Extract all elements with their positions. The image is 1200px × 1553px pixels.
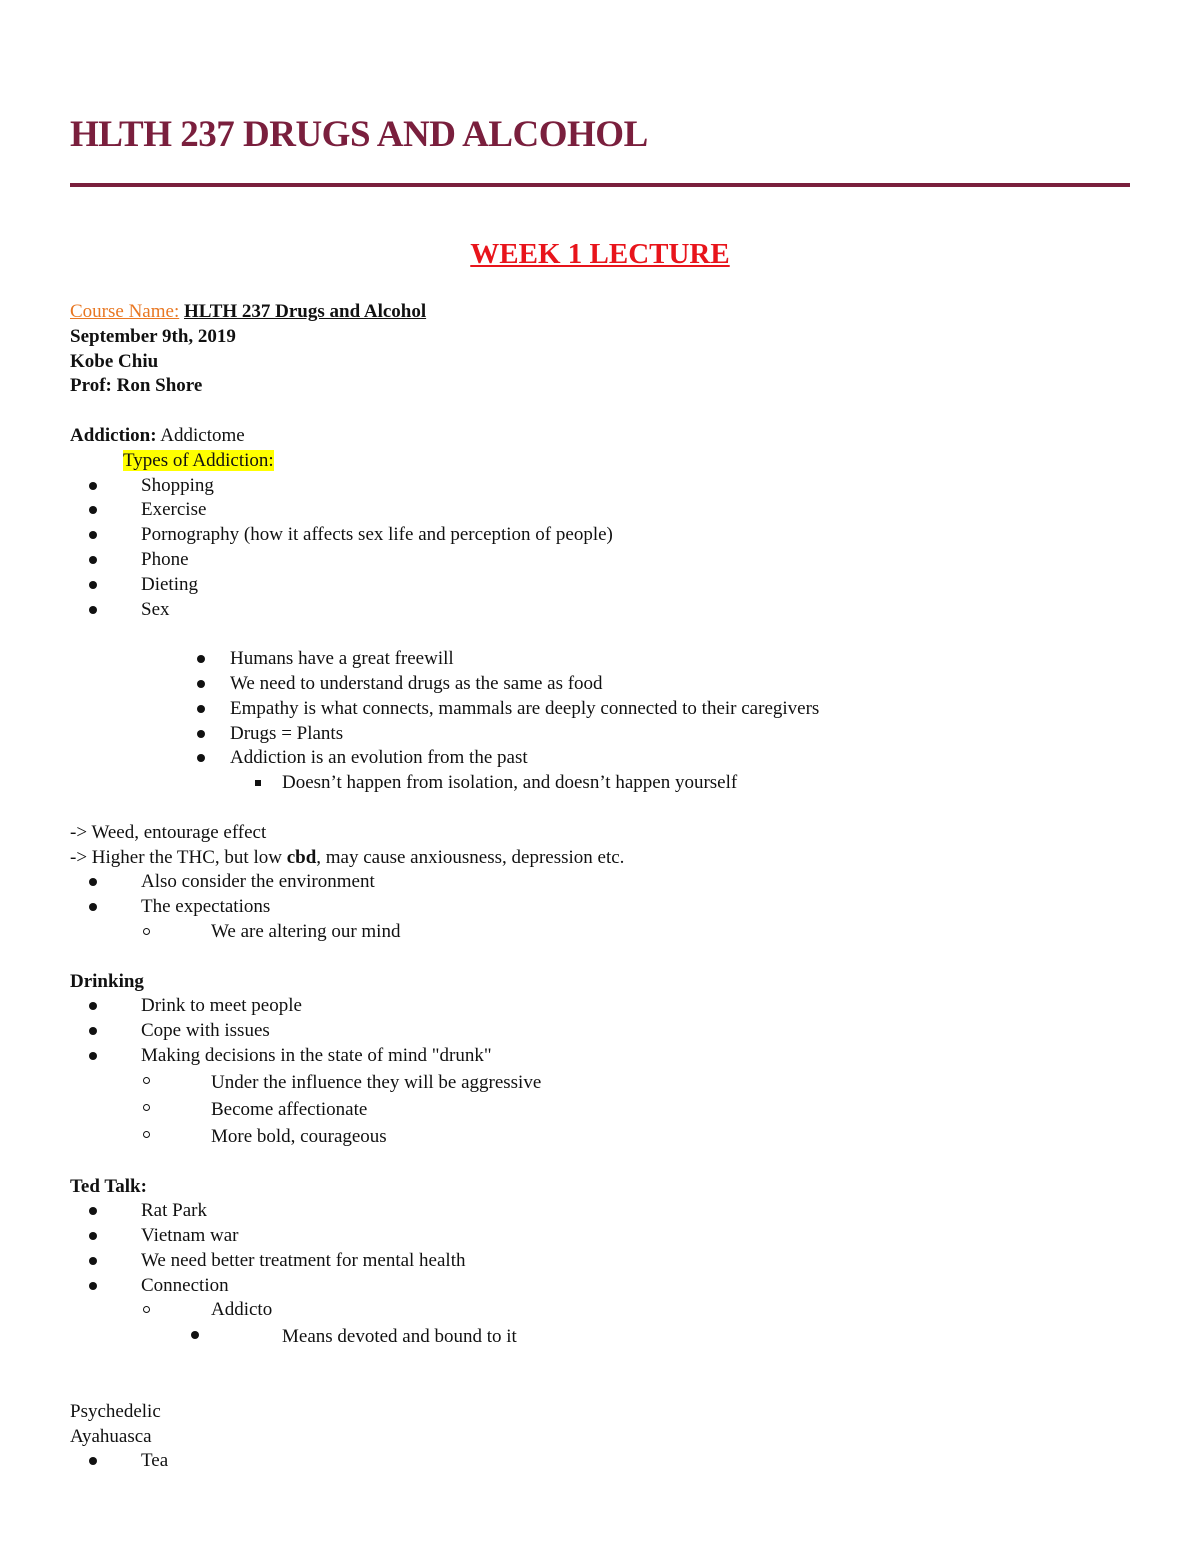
bullet-icon [89, 878, 97, 886]
circle-bullet-icon [143, 1077, 150, 1084]
week-heading: WEEK 1 LECTURE [470, 238, 730, 270]
spacer [70, 622, 1150, 647]
types-heading-line [70, 449, 1150, 474]
list-item: Drugs = Plants [70, 722, 1150, 747]
bullet-icon [89, 1457, 97, 1465]
course-name-line [70, 300, 1150, 325]
bullet-icon [89, 1257, 97, 1265]
course-name-value: HLTH 237 Drugs and Alcohol [183, 301, 427, 322]
bullet-icon [197, 680, 205, 688]
list-item: Humans have a great freewill [70, 647, 1150, 672]
addiction-label: Addiction: [70, 424, 157, 446]
list-item: Dieting [70, 573, 1150, 598]
bullet-icon [197, 730, 205, 738]
list-item: Sex [70, 598, 1150, 623]
author-line: Kobe Chiu [70, 350, 159, 372]
psychedelic-line: Psychedelic [70, 1400, 161, 1422]
list-item: Connection [70, 1274, 1150, 1299]
bullet-icon [89, 606, 97, 614]
course-name-label: Course Name: [70, 301, 180, 322]
date-line: September 9th, 2019 [70, 325, 236, 347]
spacer [70, 399, 1150, 424]
list-item: Addicto [70, 1298, 1150, 1323]
circle-bullet-icon [143, 1131, 150, 1138]
bullet-icon [191, 1331, 199, 1339]
bullet-icon [89, 1207, 97, 1215]
document-title: HLTH 237 DRUGS AND ALCOHOL [70, 114, 648, 155]
circle-bullet-icon [143, 1104, 150, 1111]
list-item: We need better treatment for mental health [70, 1249, 1150, 1274]
square-bullet-icon [255, 780, 261, 786]
list-item: Also consider the environment [70, 870, 1150, 895]
prof-line: Prof: Ron Shore [70, 375, 203, 397]
list-item: Shopping [70, 474, 1150, 499]
bullet-icon [89, 1002, 97, 1010]
thc-line: -> Higher the THC, but low cbd, may cause anxiousness, depression etc. [70, 846, 625, 868]
spacer [70, 1375, 1150, 1400]
list-item: We are altering our mind [70, 920, 1150, 945]
spacer [70, 1350, 1150, 1375]
bullet-icon [89, 482, 97, 490]
list-item: Under the influence they will be aggressive [70, 1069, 1150, 1096]
list-item: Means devoted and bound to it [70, 1323, 1150, 1350]
ayahuasca-line: Ayahuasca [70, 1425, 152, 1447]
ted-talk-heading: Ted Talk: [70, 1175, 147, 1197]
list-item: Vietnam war [70, 1224, 1150, 1249]
list-item: Making decisions in the state of mind "drunk" [70, 1044, 1150, 1069]
spacer [70, 945, 1150, 970]
addiction-value: Addictome [160, 424, 245, 446]
list-item: Phone [70, 548, 1150, 573]
bullet-icon [89, 531, 97, 539]
bullet-icon [197, 705, 205, 713]
bullet-icon [89, 1232, 97, 1240]
bullet-icon [89, 1282, 97, 1290]
list-item: Addiction is an evolution from the past [70, 746, 1150, 771]
list-item: Become affectionate [70, 1096, 1150, 1123]
drinking-heading: Drinking [70, 970, 144, 992]
list-item: Tea [70, 1449, 1150, 1474]
list-item: Rat Park [70, 1199, 1150, 1224]
bullet-icon [89, 1052, 97, 1060]
list-item: Drink to meet people [70, 994, 1150, 1019]
bullet-icon [89, 903, 97, 911]
list-item: The expectations [70, 895, 1150, 920]
addiction-line [70, 424, 1150, 449]
types-heading: Types of Addiction: [123, 449, 274, 471]
circle-bullet-icon [143, 928, 150, 935]
document-body [70, 300, 1150, 1474]
bullet-icon [89, 506, 97, 514]
list-item: Pornography (how it affects sex life and perception of people) [70, 523, 1150, 548]
list-item: Cope with issues [70, 1019, 1150, 1044]
spacer [70, 796, 1150, 821]
list-item: We need to understand drugs as the same as food [70, 672, 1150, 697]
bullet-icon [197, 655, 205, 663]
bullet-icon [89, 556, 97, 564]
list-item: Empathy is what connects, mammals are deeply connected to their caregivers [70, 697, 1150, 722]
list-item: Exercise [70, 498, 1150, 523]
spacer [70, 1150, 1150, 1175]
list-item: More bold, courageous [70, 1123, 1150, 1150]
list-item: Doesn’t happen from isolation, and doesn’t happen yourself [70, 771, 1150, 796]
title-divider [70, 183, 1130, 187]
circle-bullet-icon [143, 1306, 150, 1313]
bullet-icon [89, 1027, 97, 1035]
bullet-icon [197, 754, 205, 762]
bullet-icon [89, 581, 97, 589]
weed-line: -> Weed, entourage effect [70, 821, 267, 843]
